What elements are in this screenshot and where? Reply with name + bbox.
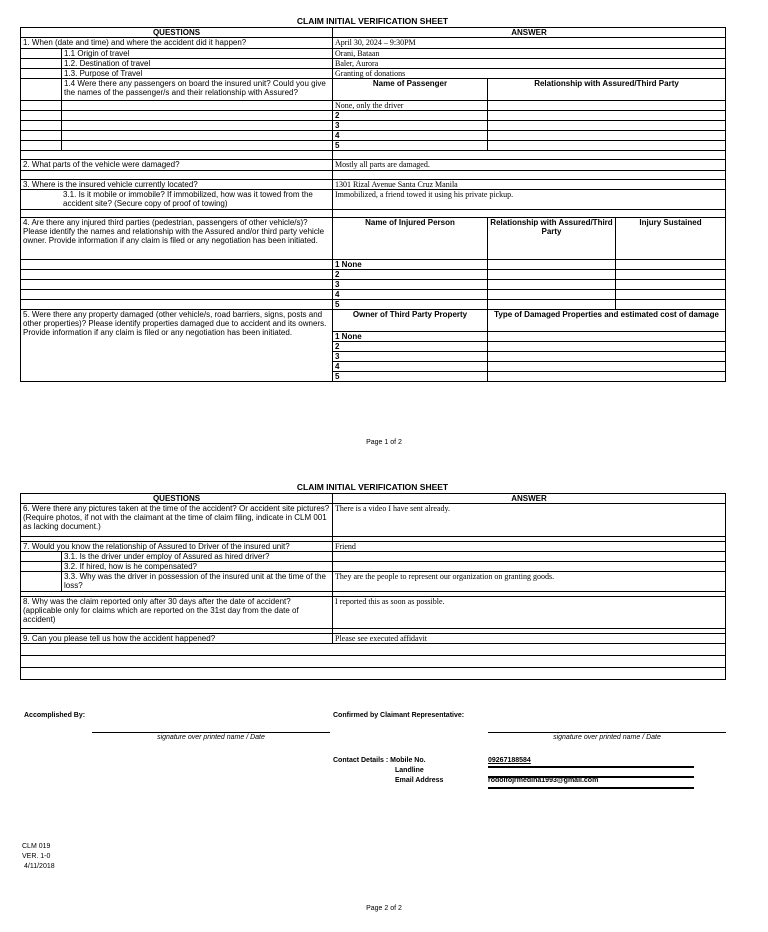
answer-3-1[interactable]: Immobilized, a friend towed it using his private pickup. (333, 190, 726, 210)
injury-header: Injury Sustained (616, 218, 726, 260)
question-1-1: 1.1 Origin of travel (62, 49, 333, 59)
page-2-title: CLAIM INITIAL VERIFICATION SHEET (296, 482, 449, 492)
owner-row-num: 4 (333, 362, 488, 372)
answer-header: ANSWER (333, 494, 726, 504)
page-1 (20, 16, 725, 382)
answer-2[interactable]: Mostly all parts are damaged. (333, 160, 726, 171)
answer-7-3[interactable]: They are the people to represent our organization on granting goods. (333, 572, 726, 592)
mobile-underline (488, 766, 694, 768)
form-version: VER. 1-0 (22, 853, 51, 860)
email-address[interactable]: rodolfojrmedina1993@gmail.com (488, 777, 599, 784)
answer-7[interactable]: Friend (333, 542, 726, 552)
answer-9[interactable]: Please see executed affidavit (333, 634, 726, 644)
question-5: 5. Were there any property damaged (other vehicle/s, road barriers, signs, posts and other properties)? Please identify properties damaged due to accident and its owners. Provide information if any claim is filed or any negotiation has been initiated. (21, 310, 333, 382)
page-2 (20, 482, 725, 680)
injured-row-num: 5 (333, 300, 488, 310)
questions-header: QUESTIONS (21, 494, 333, 504)
passenger-1[interactable]: None, only the driver (333, 101, 488, 111)
question-7-3: 3.3. Why was the driver in possession of the insured unit at the time of the loss? (62, 572, 333, 592)
question-1: 1. When (date and time) and where the accident did it happen? (21, 38, 333, 49)
question-7-2: 3.2. If hired, how is he compensated? (62, 562, 333, 572)
confirmed-by-label: Confirmed by Claimant Representative: (333, 712, 465, 719)
passenger-row-num: 3 (333, 121, 488, 131)
signature-caption-right: signature over printed name / Date (553, 734, 661, 741)
signature-line-confirmed (488, 732, 726, 733)
owner-row-num: 2 (333, 342, 488, 352)
question-3: 3. Where is the insured vehicle currently located? (21, 180, 333, 190)
verification-table-1 (20, 27, 726, 382)
question-2: 2. What parts of the vehicle were damaged? (21, 160, 333, 171)
questions-header: QUESTIONS (21, 28, 333, 38)
answer-1[interactable]: April 30, 2024 – 9:30PM (333, 38, 726, 49)
question-8: 8. Why was the claim reported only after 30 days after the date of accident? (applicable only for claims which are reported on the 31st day from the date of accident) (21, 597, 333, 629)
damage-header: Type of Damaged Properties and estimated cost of damage (488, 310, 726, 332)
page-1-title: CLAIM INITIAL VERIFICATION SHEET (296, 16, 449, 26)
passenger-relationship-header: Relationship with Assured/Third Party (488, 79, 726, 101)
email-underline (488, 787, 694, 789)
signature-line-accomplished (92, 732, 330, 733)
question-4: 4. Are there any injured third parties (pedestrian, passengers of other vehicle/s)? Please identify the names and relationship with the Assured and/or third party vehicle owner. Provide information if any claim is filed or any negotiation has been initiated. (21, 218, 333, 260)
answer-6[interactable]: There is a video I have sent already. (333, 504, 726, 537)
answer-8[interactable]: I reported this as soon as possible. (333, 597, 726, 629)
answer-1-3[interactable]: Granting of donations (333, 69, 726, 79)
question-3-1: 3.1. Is it mobile or immobile? If immobilized, how was it towed from the accident site? (Secure copy of proof of towing) (21, 190, 333, 210)
passenger-row-num: 5 (333, 141, 488, 151)
injured-name-header: Name of Injured Person (333, 218, 488, 260)
question-1-4: 1.4 Were there any passengers on board the insured unit? Could you give the names of the passenger/s and their relationship with Assured? (62, 79, 333, 101)
mobile-number[interactable]: 09267188584 (488, 757, 531, 764)
injured-row-num: 2 (333, 270, 488, 280)
page-2-number: Page 2 of 2 (366, 905, 402, 912)
answer-3[interactable]: 1301 Rizal Avenue Santa Cruz Manila (333, 180, 726, 190)
answer-1-2[interactable]: Baler, Aurora (333, 59, 726, 69)
contact-mobile-label: Contact Details : Mobile No. (333, 757, 426, 764)
question-6: 6. Were there any pictures taken at the time of the accident? Or accident site pictures? (Require photos, if not with the claimant at the time of claim filing, indicate in CLM 001 as lacking document.) (21, 504, 333, 537)
question-7-1: 3.1. Is the driver under employ of Assured as hired driver? (62, 552, 333, 562)
passenger-row-num: 4 (333, 131, 488, 141)
answer-header: ANSWER (333, 28, 726, 38)
email-label: Email Address (395, 777, 444, 784)
form-code: CLM 019 (22, 843, 51, 850)
verification-table-2 (20, 493, 726, 680)
passenger-name-header: Name of Passenger (333, 79, 488, 101)
page-1-number: Page 1 of 2 (366, 439, 402, 446)
owner-1[interactable]: 1 None (333, 332, 488, 342)
injured-relationship-header: Relationship with Assured/Third Party (488, 218, 616, 260)
question-1-3: 1.3. Purpose of Travel (62, 69, 333, 79)
injured-row-num: 4 (333, 290, 488, 300)
question-9: 9. Can you please tell us how the accident happened? (21, 634, 333, 644)
accomplished-by-label: Accomplished By: (24, 712, 86, 719)
injured-1[interactable]: 1 None (333, 260, 488, 270)
form-date: 4/11/2018 (24, 863, 55, 870)
answer-1-1[interactable]: Orani, Bataan (333, 49, 726, 59)
landline-label: Landline (395, 767, 424, 774)
owner-header: Owner of Third Party Property (333, 310, 488, 332)
question-1-2: 1.2. Destination of travel (62, 59, 333, 69)
owner-row-num: 3 (333, 352, 488, 362)
passenger-row-num: 2 (333, 111, 488, 121)
signature-caption-left: signature over printed name / Date (157, 734, 265, 741)
question-7: 7. Would you know the relationship of Assured to Driver of the insured unit? (21, 542, 333, 552)
injured-row-num: 3 (333, 280, 488, 290)
owner-row-num: 5 (333, 372, 488, 382)
